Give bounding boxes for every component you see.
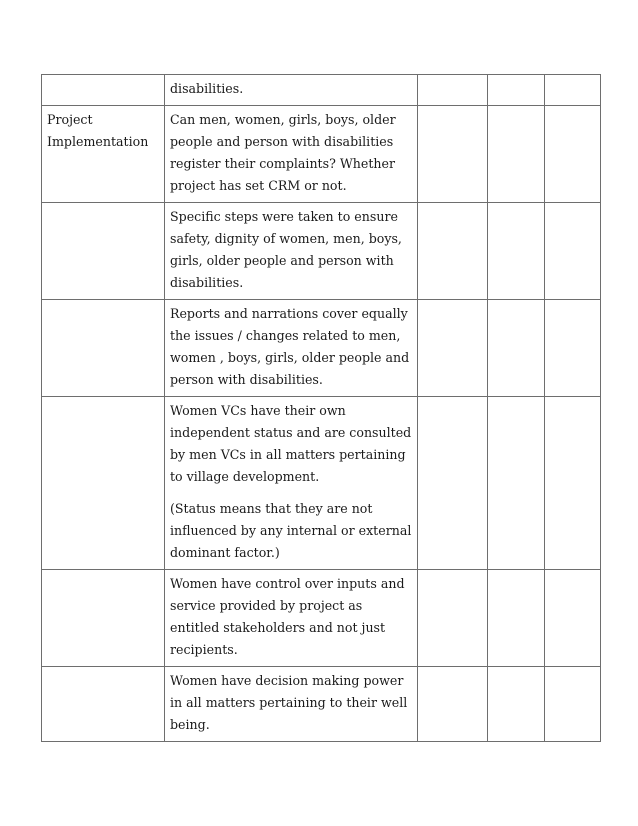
- check-cell: [488, 667, 545, 742]
- check-cell: [488, 300, 545, 397]
- criteria-text: Women have control over inputs and service provided by project as entitled stakeholders and not just recipients.: [170, 576, 405, 657]
- stage-label: Project Implementation: [47, 112, 149, 149]
- criteria-cell: [165, 397, 418, 570]
- criteria-cell: [165, 75, 418, 106]
- criteria-text: disabilities.: [170, 81, 244, 96]
- check-cell: [545, 106, 601, 203]
- check-cell: [488, 203, 545, 300]
- table-row: [42, 203, 601, 300]
- check-cell: [418, 75, 488, 106]
- criteria-cell: [165, 203, 418, 300]
- stage-cell: [42, 667, 165, 742]
- stage-cell: [42, 106, 165, 203]
- check-cell: [545, 570, 601, 667]
- check-cell: [418, 570, 488, 667]
- stage-cell: [42, 300, 165, 397]
- criteria-cell: [165, 300, 418, 397]
- criteria-cell: [165, 570, 418, 667]
- criteria-text: Can men, women, girls, boys, older people and person with disabilities register their complaints? Whether project has set CRM or not.: [170, 112, 396, 193]
- criteria-text: Women VCs have their own independent status and are consulted by men VCs in all matters pertaining to village development.: [170, 403, 412, 484]
- stage-cell: [42, 570, 165, 667]
- criteria-text: Specific steps were taken to ensure safety, dignity of women, men, boys, girls, older people and person with disabilities.: [170, 209, 402, 290]
- stage-cell: [42, 397, 165, 570]
- criteria-text: Women have decision making power in all matters pertaining to their well being.: [170, 673, 408, 732]
- check-cell: [545, 397, 601, 570]
- table-row: [42, 300, 601, 397]
- table-row: [42, 397, 601, 570]
- criteria-cell: [165, 106, 418, 203]
- check-cell: [545, 203, 601, 300]
- table-row: [42, 106, 601, 203]
- checklist-table: [41, 74, 601, 742]
- criteria-note: (Status means that they are not influenced by any internal or external dominant factor.): [170, 501, 412, 560]
- stage-cell: [42, 203, 165, 300]
- check-cell: [488, 106, 545, 203]
- criteria-text: Reports and narrations cover equally the issues / changes related to men, women , boys, girls, older people and person with disabilities.: [170, 306, 410, 387]
- check-cell: [418, 397, 488, 570]
- criteria-cell: [165, 667, 418, 742]
- table-row: [42, 667, 601, 742]
- check-cell: [418, 667, 488, 742]
- check-cell: [418, 300, 488, 397]
- stage-cell: [42, 75, 165, 106]
- table-row: [42, 75, 601, 106]
- check-cell: [545, 667, 601, 742]
- check-cell: [488, 397, 545, 570]
- check-cell: [488, 75, 545, 106]
- check-cell: [418, 106, 488, 203]
- check-cell: [545, 300, 601, 397]
- check-cell: [545, 75, 601, 106]
- check-cell: [488, 570, 545, 667]
- check-cell: [418, 203, 488, 300]
- table-row: [42, 570, 601, 667]
